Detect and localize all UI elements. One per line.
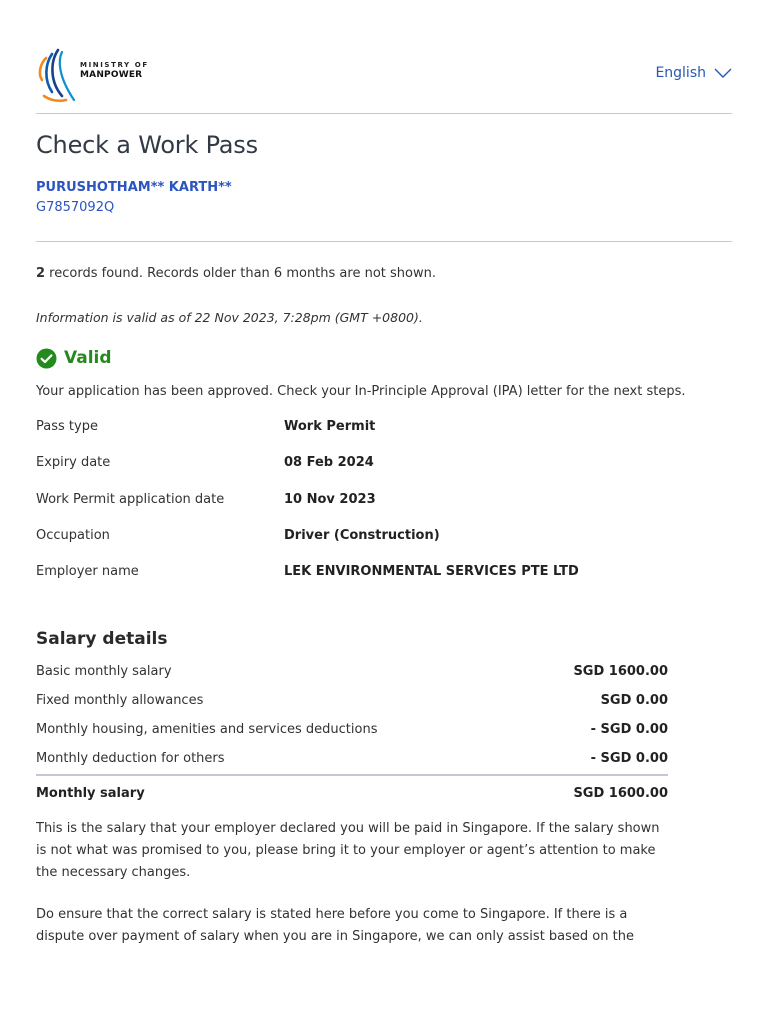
- salary-row: [36, 693, 668, 722]
- info-valid-timestamp: Information is valid as of 22 Nov 2023, 7:28pm (GMT +0800).: [36, 310, 423, 325]
- records-found: [36, 266, 732, 282]
- salary-label: Fixed monthly allowances: [36, 693, 204, 709]
- language-selector[interactable]: [655, 65, 732, 81]
- salary-total-label: Monthly salary: [36, 786, 145, 802]
- salary-row: [36, 722, 668, 751]
- salary-label: Monthly housing, amenities and services deductions: [36, 722, 378, 738]
- salary-value: SGD 0.00: [600, 693, 668, 709]
- records-text: records found. Records older than 6 months are not shown.: [45, 266, 436, 281]
- detail-row: [36, 418, 732, 454]
- detail-value: 10 Nov 2023: [284, 491, 376, 507]
- mom-logo-icon: [36, 46, 76, 104]
- detail-label: Occupation: [36, 527, 110, 543]
- page-title: Check a Work Pass: [36, 131, 258, 159]
- salary-row: [36, 664, 668, 693]
- salary-total-value: SGD 1600.00: [573, 786, 668, 802]
- detail-row: [36, 563, 732, 599]
- salary-table: [36, 664, 668, 816]
- salary-value: - SGD 0.00: [590, 751, 668, 767]
- logo-text: [80, 62, 149, 80]
- records-count: 2: [36, 266, 46, 281]
- detail-label: Pass type: [36, 419, 98, 434]
- logo-line-2: MANPOWER: [80, 70, 143, 80]
- approved-message: Your application has been approved. Check your In-Principle Approval (IPA) letter for the next steps.: [36, 384, 686, 399]
- title-section: [36, 114, 732, 242]
- salary-value: - SGD 0.00: [590, 722, 668, 738]
- person-id: G7857092Q: [36, 200, 115, 215]
- detail-value: Driver (Construction): [284, 527, 440, 543]
- status-badge: [36, 346, 732, 370]
- mom-logo[interactable]: [36, 46, 156, 104]
- salary-details-heading: Salary details: [36, 629, 168, 650]
- pass-details: [36, 418, 732, 599]
- detail-row: [36, 491, 732, 527]
- check-circle-icon: [36, 348, 57, 369]
- detail-row: [36, 454, 732, 490]
- salary-dispute-paragraph: Do ensure that the correct salary is stated here before you come to Singapore. If there is a dispute over payment of salary when you are in Singapore, we can only assist based on the: [36, 907, 634, 945]
- status-label: Valid: [64, 348, 112, 368]
- detail-value: LEK ENVIRONMENTAL SERVICES PTE LTD: [284, 564, 579, 579]
- detail-label: Work Permit application date: [36, 491, 225, 507]
- language-label: English: [655, 65, 706, 81]
- detail-value: 08 Feb 2024: [284, 455, 374, 471]
- detail-label: Employer name: [36, 564, 139, 579]
- header: [36, 0, 732, 114]
- salary-label: Monthly deduction for others: [36, 751, 225, 767]
- salary-label: Basic monthly salary: [36, 664, 172, 680]
- logo-line-1: MINISTRY OF: [80, 61, 149, 69]
- salary-value: SGD 1600.00: [573, 664, 668, 680]
- detail-value: Work Permit: [284, 419, 376, 434]
- person-name: PURUSHOTHAM** KARTH**: [36, 180, 232, 195]
- chevron-down-icon: [714, 67, 732, 79]
- detail-label: Expiry date: [36, 455, 111, 471]
- salary-note-paragraph: This is the salary that your employer declared you will be paid in Singapore. If the salary shown is not what was promised to you, please bring it to your employer or agent’s attention to make the necessary changes.: [36, 821, 660, 881]
- salary-total-row: [36, 786, 668, 816]
- detail-row: [36, 527, 732, 563]
